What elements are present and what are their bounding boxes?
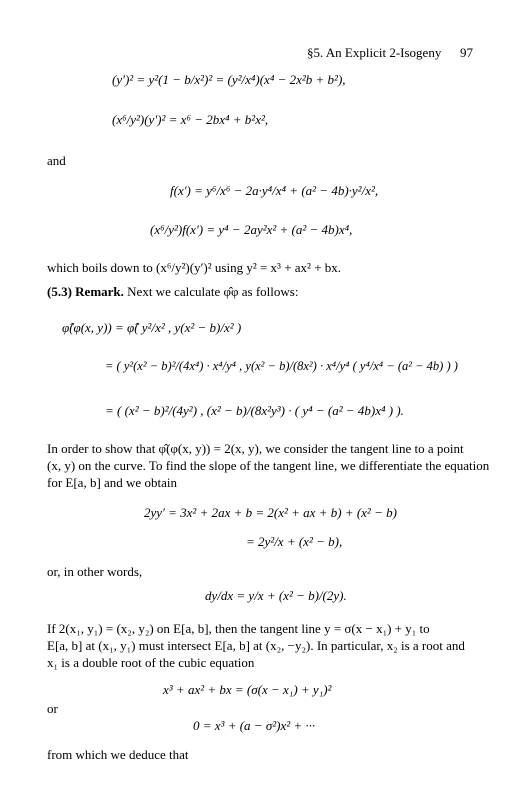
text-or: or: [47, 701, 58, 716]
equation-10: dy/dx = y/x + (x² − b)/(2y).: [205, 588, 347, 603]
para1-line3: for E[a, b] and we obtain: [47, 475, 177, 490]
equation-7: = ( (x² − b)²/(4y²) , (x² − b)/(8x²y³) · ( y⁴ − (a² − 4b)x⁴ ) ).: [105, 403, 404, 418]
para1-line2: (x, y) on the curve. To find the slope of the tangent line, we differentiate the equation: [47, 458, 490, 473]
text-or-in-other-words: or, in other words,: [47, 564, 143, 579]
remark: [47, 283, 298, 300]
para2-line1: If 2(x₁, y₁) = (x₂, y₂) on E[a, b], then the tangent line y = σ(x − x₁) + y₁ to: [47, 621, 430, 636]
para2-line3: x₁ is a double root of the cubic equation: [47, 655, 255, 670]
equation-2: (x⁶/y²)(y′)² = x⁶ − 2bx⁴ + b²x²,: [112, 112, 269, 127]
equation-6: = ( y²(x² − b)²/(4x⁴) · x⁴/y⁴ , y(x² − b)/(8x²) · x⁴/y⁴ ( y⁴/x⁴ − (a² − 4b) ) ): [105, 359, 458, 373]
running-header-section: §5. An Explicit 2-Isogeny: [307, 45, 442, 60]
equation-8: 2yy′ = 3x² + 2ax + b = 2(x² + ax + b) + (x² − b): [144, 505, 397, 520]
equation-9: = 2y²/x + (x² − b),: [246, 534, 343, 549]
equation-1: (y′)² = y²(1 − b/x²)² = (y²/x⁴)(x⁴ − 2x²b + b²),: [112, 72, 346, 87]
text-and: and: [47, 153, 66, 168]
equation-4: (x⁶/y²)f(x′) = y⁴ − 2ay²x² + (a² − 4b)x⁴,: [150, 222, 353, 237]
para1-line1: In order to show that φ̂(φ(x, y)) = 2(x, y), we consider the tangent line to a point: [47, 441, 464, 456]
para2-line2: E[a, b] at (x₁, y₁) must intersect E[a, b] at (x₂, −y₂). In particular, x₂ is a root and: [47, 638, 465, 653]
text-boils-down: which boils down to (x⁶/y²)(y′)² using y² = x³ + ax² + bx.: [47, 260, 342, 275]
remark-label: (5.3) Remark.: [47, 284, 124, 299]
remark-body: Next we calculate φ̂φ as follows:: [127, 284, 299, 299]
equation-11: x³ + ax² + bx = (σ(x − x₁) + y₁)²: [163, 682, 332, 697]
equation-5: φ̂(φ(x, y)) = φ̂( y²/x² , y(x² − b)/x² ): [62, 320, 242, 335]
equation-12: 0 = x³ + (a − σ²)x² + ···: [193, 718, 316, 733]
page-number: 97: [460, 45, 473, 60]
text-from-which: from which we deduce that: [47, 747, 189, 762]
equation-3: f(x′) = y⁶/x⁶ − 2a·y⁴/x⁴ + (a² − 4b)·y²/x²,: [170, 183, 379, 198]
